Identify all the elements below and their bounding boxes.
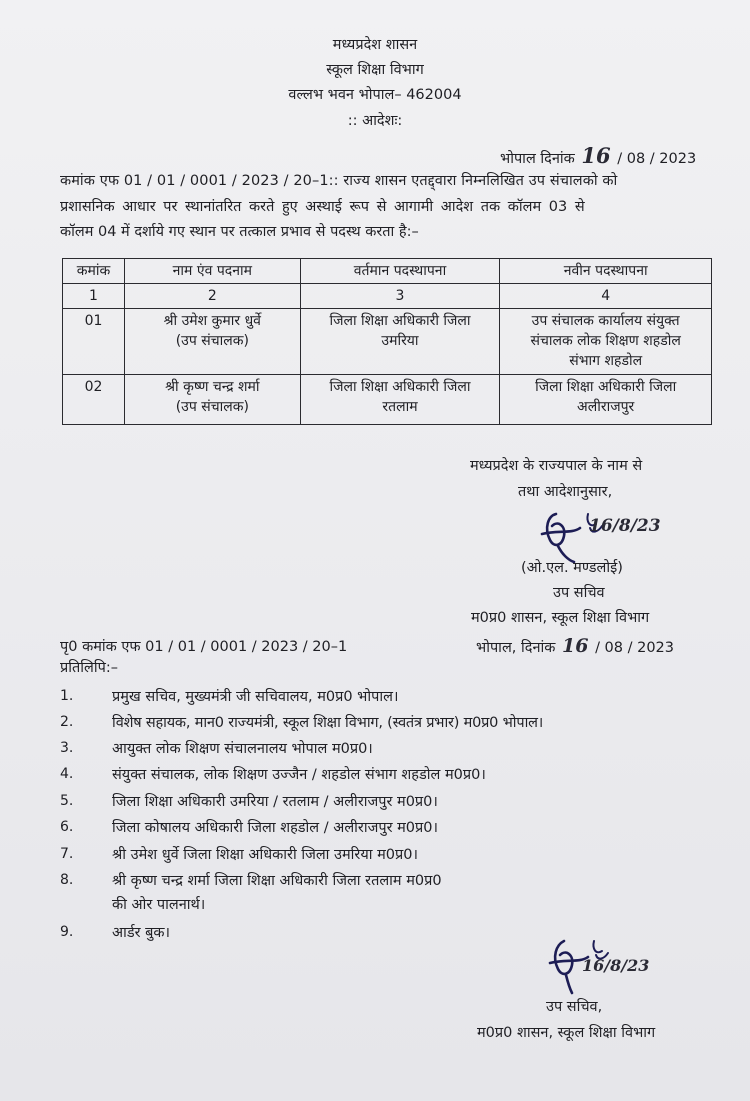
footer-designation: उप सचिव, [546, 999, 603, 1015]
officer-designation: उप सचिव [553, 585, 605, 601]
row-current-posting [300, 375, 500, 425]
officer-designation: (उप संचालक) [175, 333, 249, 349]
date-day-handwritten: 16 [581, 143, 611, 168]
row-name [124, 309, 300, 375]
list-item: प्रमुख सचिव, मुख्यमंत्री जी सचिवालय, म0प्र0 भोपाल। [112, 689, 399, 705]
header-sno: कमांक [63, 259, 125, 284]
date-rest: / 08 / 2023 [595, 640, 675, 656]
new-posting-line: अलीराजपुर [577, 399, 635, 415]
table-row [63, 309, 712, 375]
new-posting-line: जिला शिक्षा अधिकारी जिला [535, 379, 677, 395]
signature-date-handwritten: 16/8/23 [582, 956, 650, 975]
current-posting-line: उमरिया [381, 333, 419, 349]
officer-name: श्री उमेश कुमार धुर्वे [163, 313, 261, 329]
government-name: मध्यप्रदेश शासन [332, 37, 418, 53]
list-item: आर्डर बुक। [112, 925, 171, 941]
list-item: श्री उमेश धुर्वे जिला शिक्षा अधिकारी जिला उमरिया म0प्र0। [112, 847, 418, 863]
list-item: जिला कोषालय अधिकारी जिला शहडोल / अलीराजपुर म0प्र0। [112, 820, 438, 836]
footer-office: म0प्र0 शासन, स्कूल शिक्षा विभाग [477, 1025, 656, 1041]
body-line-1: कमांक एफ 01 / 01 / 0001 / 2023 / 20–1:: राज्य शासन एतद्द्वारा निम्नलिखित उप संचालको को [60, 173, 618, 189]
new-posting-line: संभाग शहडोल [569, 353, 643, 369]
header-current-posting: वर्तमान पदस्थापना [300, 259, 500, 284]
officer-name: (ओ.एल. मण्डलोई) [521, 560, 623, 576]
header-new-posting: नवीन पदस्थापना [500, 259, 712, 284]
officer-office: म0प्र0 शासन, स्कूल शिक्षा विभाग [471, 610, 650, 626]
current-posting-line: रतलाम [382, 399, 418, 415]
new-posting-line: उप संचालक कार्यालय संयुक्त [531, 313, 680, 329]
office-address: वल्लभ भवन भोपाल– 462004 [288, 87, 462, 103]
department-name: स्कूल शिक्षा विभाग [326, 62, 424, 78]
list-item-number: 2. [60, 714, 74, 730]
row-new-posting [500, 309, 712, 375]
officer-name: श्री कृष्ण चन्द्र शर्मा [165, 379, 260, 395]
order-title: :: आदेशः: [347, 113, 403, 129]
table-header-row [63, 259, 712, 284]
list-item-continued: की ओर पालनार्थ। [112, 897, 206, 913]
list-item: संयुक्त संचालक, लोक शिक्षण उज्जैन / शहडोल संभाग शहडोल म0प्र0। [112, 767, 486, 783]
list-item: विशेष सहायक, मान0 राज्यमंत्री, स्कूल शिक्षा विभाग, (स्वतंत्र प्रभार) म0प्र0 भोपाल। [112, 715, 544, 731]
table-row [63, 375, 712, 425]
column-number-row [63, 284, 712, 309]
authority-date [476, 635, 674, 657]
body-line-2: प्रशासनिक आधार पर स्थानांतरित करते हुए अस्थाई रूप से आगामी आदेश तक कॉलम 03 से [60, 199, 585, 215]
list-item-number: 1. [60, 688, 74, 704]
endorsement-ref: पृ0 कमांक एफ 01 / 01 / 0001 / 2023 / 20–1 [60, 639, 348, 655]
authority-line-2: तथा आदेशानुसार, [518, 484, 613, 500]
body-line-3: कॉलम 04 में दर्शाये गए स्थान पर तत्काल प्रभाव से पदस्थ करता है:– [60, 224, 419, 240]
copy-label: प्रतिलिपि:– [60, 660, 118, 676]
new-posting-line: संचालक लोक शिक्षण शहडोल [530, 333, 681, 349]
current-posting-line: जिला शिक्षा अधिकारी जिला [329, 379, 471, 395]
authority-line-1: मध्यप्रदेश के राज्यपाल के नाम से [470, 458, 643, 474]
list-item-number: 7. [60, 846, 74, 862]
list-item: श्री कृष्ण चन्द्र शर्मा जिला शिक्षा अधिकारी जिला रतलाम म0प्र0 [112, 873, 442, 889]
transfer-table [62, 258, 712, 425]
list-item-number: 3. [60, 740, 74, 756]
column-number: 4 [500, 284, 712, 309]
list-item-number: 4. [60, 766, 74, 782]
list-item-number: 6. [60, 819, 74, 835]
row-new-posting [500, 375, 712, 425]
date-day-handwritten: 16 [562, 635, 589, 657]
column-number: 2 [124, 284, 300, 309]
row-sno: 01 [63, 309, 125, 375]
row-sno: 02 [63, 375, 125, 425]
signature-date-handwritten: 16/8/23 [589, 516, 661, 536]
column-number: 1 [63, 284, 125, 309]
column-number: 3 [300, 284, 500, 309]
list-item-number: 5. [60, 793, 74, 809]
officer-designation: (उप संचालक) [175, 399, 249, 415]
list-item-number: 9. [60, 924, 74, 940]
date-rest: / 08 / 2023 [617, 151, 697, 167]
header-name: नाम एंव पदनाम [124, 259, 300, 284]
list-item: जिला शिक्षा अधिकारी उमरिया / रतलाम / अलीराजपुर म0प्र0। [112, 794, 438, 810]
order-date [500, 143, 696, 168]
list-item-number: 8. [60, 872, 74, 888]
list-item: आयुक्त लोक शिक्षण संचालनालय भोपाल म0प्र0। [112, 741, 373, 757]
date-prefix: भोपाल, दिनांक [476, 640, 556, 656]
current-posting-line: जिला शिक्षा अधिकारी जिला [329, 313, 471, 329]
date-prefix: भोपाल दिनांक [500, 151, 575, 167]
row-name [124, 375, 300, 425]
row-current-posting [300, 309, 500, 375]
